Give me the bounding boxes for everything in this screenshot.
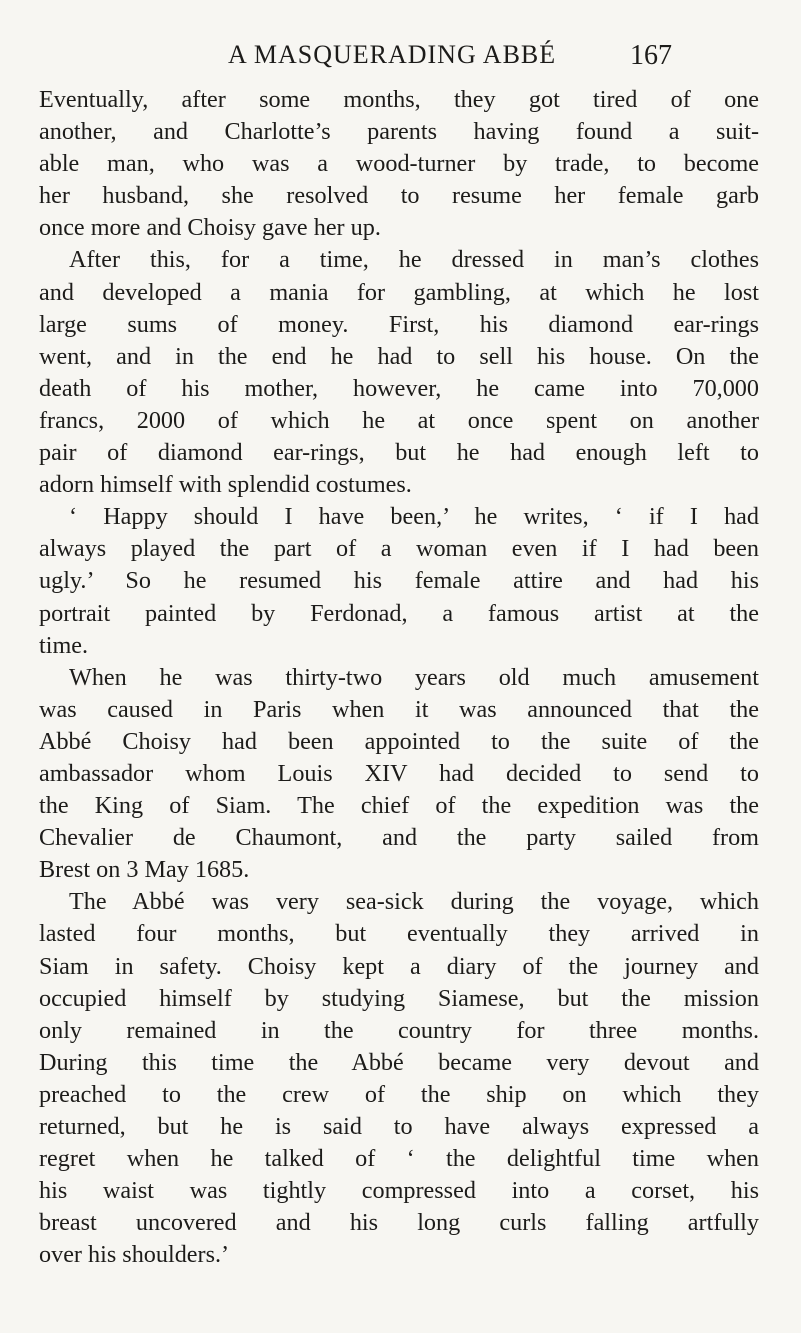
text-line: death of his mother, however, he came into 70,000: [39, 374, 759, 402]
text-line: the King of Siam. The chief of the expedition was the: [39, 792, 759, 820]
text-line: After this, for a time, he dressed in man’s clothes: [69, 246, 759, 274]
text-line: returned, but he is said to have always expressed a: [39, 1113, 759, 1140]
text-line: her husband, she resolved to resume her female garb: [39, 182, 759, 210]
text-line: Siam in safety. Choisy kept a diary of the journey and: [39, 952, 759, 980]
text-line: lasted four months, but eventually they arrived in: [39, 920, 759, 948]
text-line: regret when he talked of ‘ the delightful time when: [39, 1145, 759, 1173]
text-line: his waist was tightly compressed into a corset, his: [39, 1177, 759, 1205]
text-line: preached to the crew of the ship on which they: [39, 1080, 759, 1108]
text-line: francs, 2000 of which he at once spent on another: [39, 406, 759, 434]
text-line: and developed a mania for gambling, at which he lost: [39, 278, 759, 306]
text-line: The Abbé was very sea-sick during the voyage, which: [69, 888, 759, 916]
running-title: A MASQUERADING ABBÉ: [228, 40, 557, 69]
text-line: portrait painted by Ferdonad, a famous artist at the: [39, 599, 759, 627]
text-line: Abbé Choisy had been appointed to the suite of the: [39, 727, 759, 755]
text-line: adorn himself with splendid costumes.: [39, 471, 412, 499]
text-line: ugly.’ So he resumed his female attire and had his: [39, 567, 759, 595]
text-line: occupied himself by studying Siamese, but the mission: [39, 984, 759, 1012]
text-line: was caused in Paris when it was announced that the: [39, 695, 759, 723]
text-line: only remained in the country for three months.: [39, 1016, 759, 1044]
page-number: 167: [630, 40, 672, 71]
text-line: able man, who was a wood-turner by trade, to become: [39, 150, 759, 178]
text-line: Chevalier de Chaumont, and the party sailed from: [39, 824, 759, 852]
body-text: [39, 84, 759, 1271]
text-line: always played the part of a woman even if I had been: [39, 535, 759, 563]
text-line: over his shoulders.’: [39, 1241, 230, 1269]
text-line: breast uncovered and his long curls falling artfully: [39, 1209, 759, 1237]
text-line: once more and Choisy gave her up.: [39, 214, 381, 242]
text-line: ambassador whom Louis XIV had decided to send to: [39, 759, 759, 787]
text-line: ‘ Happy should I have been,’ he writes, ‘ if I had: [69, 503, 759, 531]
text-line: went, and in the end he had to sell his house. On the: [39, 342, 759, 370]
text-line: During this time the Abbé became very devout and: [39, 1048, 759, 1076]
text-line: another, and Charlotte’s parents having found a suit-: [39, 118, 759, 146]
text-line: time.: [39, 631, 89, 659]
text-line: Brest on 3 May 1685.: [39, 856, 250, 884]
text-line: Eventually, after some months, they got tired of one: [39, 86, 759, 113]
text-line: pair of diamond ear-rings, but he had enough left to: [39, 439, 759, 467]
running-head: [0, 40, 801, 80]
text-line: large sums of money. First, his diamond ear-rings: [39, 310, 759, 338]
text-line: When he was thirty-two years old much amusement: [69, 663, 759, 691]
